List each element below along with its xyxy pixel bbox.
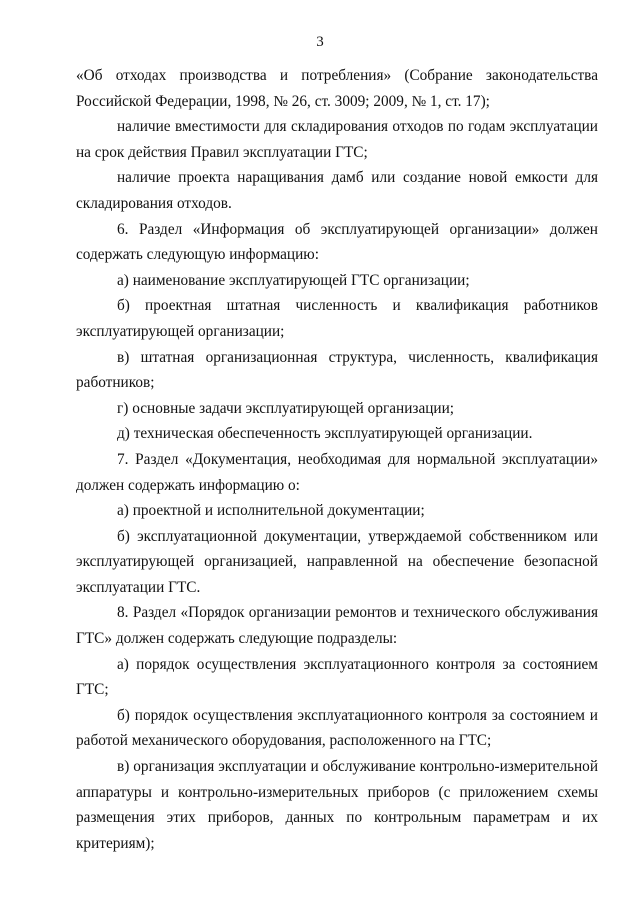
paragraph-storage-capacity: наличие вместимости для складирования отходов по годам эксплуатации на срок действия Правил эксплуатации ГТС; xyxy=(76,118,598,161)
paragraph-7a: а) проектной и исполнительной документации; xyxy=(117,502,425,520)
paragraph-7b: б) эксплуатационной документации, утверждаемой собственником или эксплуатирующей организацией, направленной на обеспечение безопасной эксплуатации ГТС. xyxy=(76,527,598,596)
paragraph-8v: в) организация эксплуатации и обслуживание контрольно-измерительной аппаратуры и контрольно-измерительных приборов (с приложением схемы размещения этих приборов, данных по контрольным параметрам и их критериям); xyxy=(76,758,598,852)
document-body xyxy=(76,63,598,856)
paragraph-6g: г) основные задачи эксплуатирующей организации; xyxy=(117,399,455,417)
page-number: 3 xyxy=(316,34,324,50)
paragraph-6d: д) техническая обеспеченность эксплуатирующей организации. xyxy=(117,425,533,443)
paragraph-6v: в) штатная организационная структура, численность, квалификация работников; xyxy=(76,348,598,392)
paragraph-6a: а) наименование эксплуатирующей ГТС организации; xyxy=(117,271,470,289)
paragraph-law-reference: «Об отходах производства и потребления» (Собрание законодательства Российской Федерации, 1998, № 26, ст. 3009; 2009, № 1, ст. 17); xyxy=(76,67,598,110)
paragraph-8a: а) порядок осуществления эксплуатационного контроля за состоянием ГТС; xyxy=(76,655,598,699)
paragraph-section-8-heading: 8. Раздел «Порядок организации ремонтов и технического обслуживания ГТС» должен содержать следующие подразделы: xyxy=(76,604,598,648)
paragraph-dam-project: наличие проекта наращивания дамб или создание новой емкости для складирования отходов. xyxy=(76,169,598,212)
paragraph-section-7-heading: 7. Раздел «Документация, необходимая для нормальной эксплуатации» должен содержать информацию о: xyxy=(76,450,598,494)
paragraph-8b: б) порядок осуществления эксплуатационного контроля за состоянием и работой механического оборудования, расположенного на ГТС; xyxy=(76,706,598,750)
paragraph-section-6-heading: 6. Раздел «Информация об эксплуатирующей организации» должен содержать следующую информацию: xyxy=(76,220,598,264)
paragraph-6b: б) проектная штатная численность и квалификация работников эксплуатирующей организации; xyxy=(76,297,598,340)
